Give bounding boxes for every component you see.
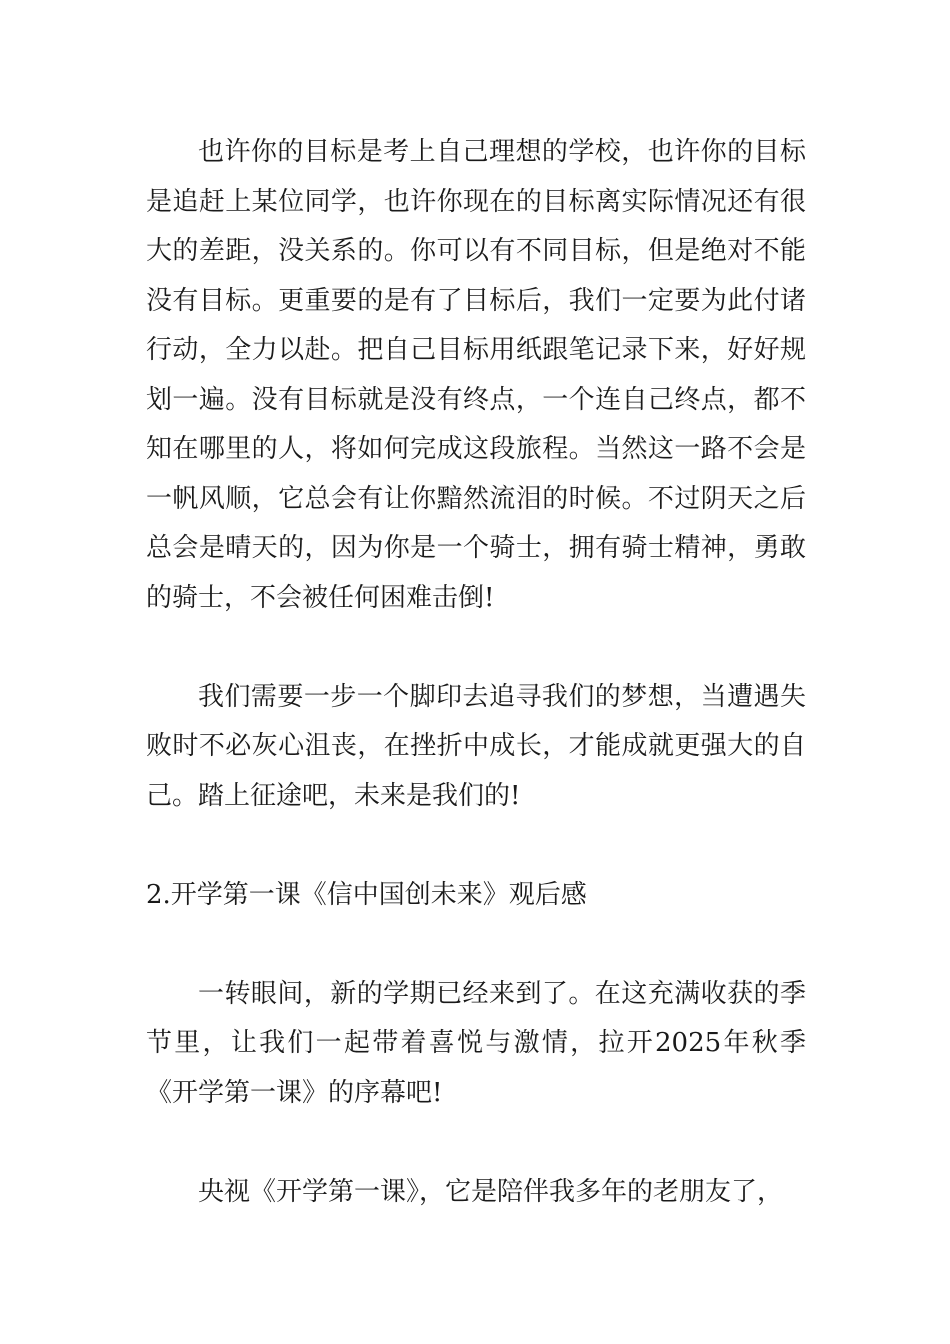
paragraph-spacer bbox=[146, 920, 806, 970]
section-heading: 2.开学第一课《信中国创未来》观后感 bbox=[146, 879, 587, 910]
paragraph-spacer bbox=[146, 623, 806, 673]
paragraph-new-semester: 一转眼间，新的学期已经来到了。在这充满收获的季节里，让我们一起带着喜悦与激情，拉开2025年秋季《开学第一课》的序幕吧! bbox=[146, 978, 806, 1108]
paragraph-spacer bbox=[146, 1118, 806, 1168]
document-body bbox=[146, 128, 806, 1217]
paragraph-dream: 我们需要一步一个脚印去追寻我们的梦想，当遭遇失败时不必灰心沮丧，在挫折中成长，才能成就更强大的自己。踏上征途吧，未来是我们的! bbox=[146, 681, 806, 811]
paragraph-cctv: 央视《开学第一课》，它是陪伴我多年的老朋友了， bbox=[198, 1176, 784, 1207]
paragraph-goals: 也许你的目标是考上自己理想的学校，也许你的目标是追赶上某位同学，也许你现在的目标离实际情况还有很大的差距，没关系的。你可以有不同目标，但是绝对不能没有目标。更重要的是有了目标后，我们一定要为此付诸行动，全力以赴。把自己目标用纸跟笔记录下来，好好规划一遍。没有目标就是没有终点，一个连自己终点，都不知在哪里的人，将如何完成这段旅程。当然这一路不会是一帆风顺，它总会有让你黯然流泪的时候。不过阴天之后总会是晴天的，因为你是一个骑士，拥有骑士精神，勇敢的骑士，不会被任何困难击倒! bbox=[146, 137, 806, 613]
paragraph-spacer bbox=[146, 821, 806, 871]
